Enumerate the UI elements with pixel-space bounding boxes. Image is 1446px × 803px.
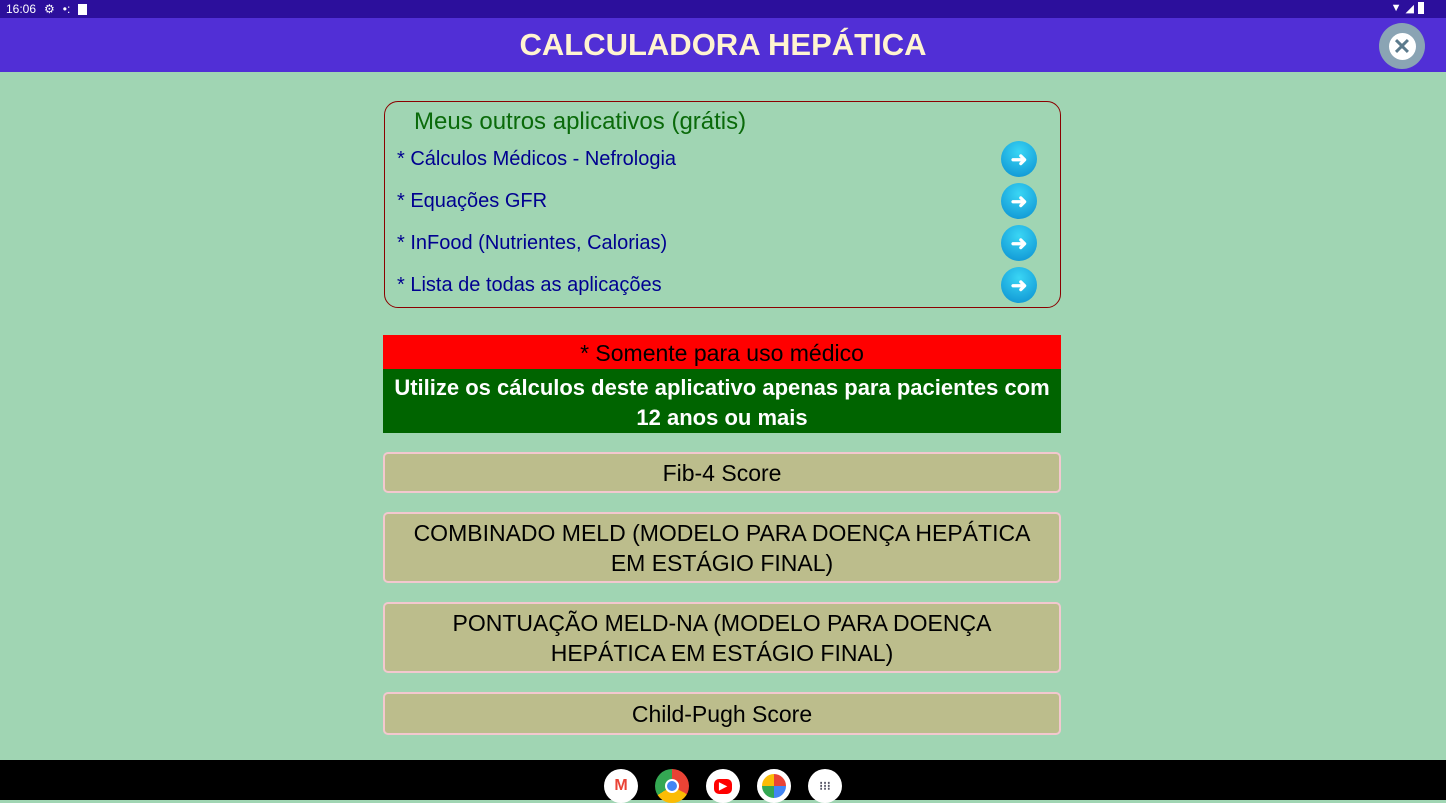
battery-icon bbox=[1418, 2, 1424, 14]
gmail-icon[interactable]: M bbox=[604, 769, 638, 803]
notification-icon: •: bbox=[62, 2, 71, 16]
medical-use-warning: * Somente para uso médico bbox=[383, 335, 1061, 369]
app-link-label: * Equações GFR bbox=[397, 189, 548, 212]
age-warning: Utilize os cálculos deste aplicativo apenas para pacientes com 12 anos ou mais bbox=[383, 369, 1061, 433]
youtube-icon[interactable]: ▶ bbox=[706, 769, 740, 803]
meld-button[interactable]: COMBINADO MELD (MODELO PARA DOENÇA HEPÁTICA EM ESTÁGIO FINAL) bbox=[383, 512, 1061, 583]
close-button[interactable] bbox=[1379, 23, 1425, 69]
app-link-gfr[interactable] bbox=[397, 183, 1037, 219]
wifi-icon: ▼ bbox=[1390, 2, 1402, 14]
app-drawer-icon[interactable]: ⁝⁝⁝ bbox=[808, 769, 842, 803]
fib4-button[interactable]: Fib-4 Score bbox=[383, 452, 1061, 493]
app-link-all-apps[interactable] bbox=[397, 267, 1037, 303]
arrow-right-icon[interactable]: ➜ bbox=[1001, 225, 1037, 261]
chrome-icon[interactable] bbox=[655, 769, 689, 803]
sd-card-icon bbox=[78, 4, 87, 15]
app-link-infood[interactable] bbox=[397, 225, 1037, 261]
status-bar bbox=[0, 0, 1446, 18]
app-link-label: * InFood (Nutrientes, Calorias) bbox=[397, 231, 668, 254]
settings-icon: ⚙ bbox=[44, 2, 55, 16]
close-icon: ✕ bbox=[1389, 33, 1416, 60]
page-title: CALCULADORA HEPÁTICA bbox=[519, 27, 927, 62]
child-pugh-button[interactable]: Child-Pugh Score bbox=[383, 692, 1061, 735]
taskbar bbox=[0, 760, 1446, 800]
signal-icon: ◢ bbox=[1405, 3, 1414, 15]
meld-na-button[interactable]: PONTUAÇÃO MELD-NA (MODELO PARA DOENÇA HEPÁTICA EM ESTÁGIO FINAL) bbox=[383, 602, 1061, 673]
app-link-label: * Lista de todas as aplicações bbox=[397, 273, 662, 296]
app-header bbox=[0, 18, 1446, 72]
photos-icon[interactable] bbox=[757, 769, 791, 803]
app-link-label: * Cálculos Médicos - Nefrologia bbox=[397, 147, 677, 170]
arrow-right-icon[interactable]: ➜ bbox=[1001, 267, 1037, 303]
arrow-right-icon[interactable]: ➜ bbox=[1001, 183, 1037, 219]
app-link-nefrologia[interactable] bbox=[397, 141, 1037, 177]
arrow-right-icon[interactable]: ➜ bbox=[1001, 141, 1037, 177]
other-apps-panel bbox=[384, 101, 1061, 308]
clock: 16:06 bbox=[6, 2, 37, 16]
other-apps-heading: Meus outros aplicativos (grátis) bbox=[414, 108, 747, 135]
